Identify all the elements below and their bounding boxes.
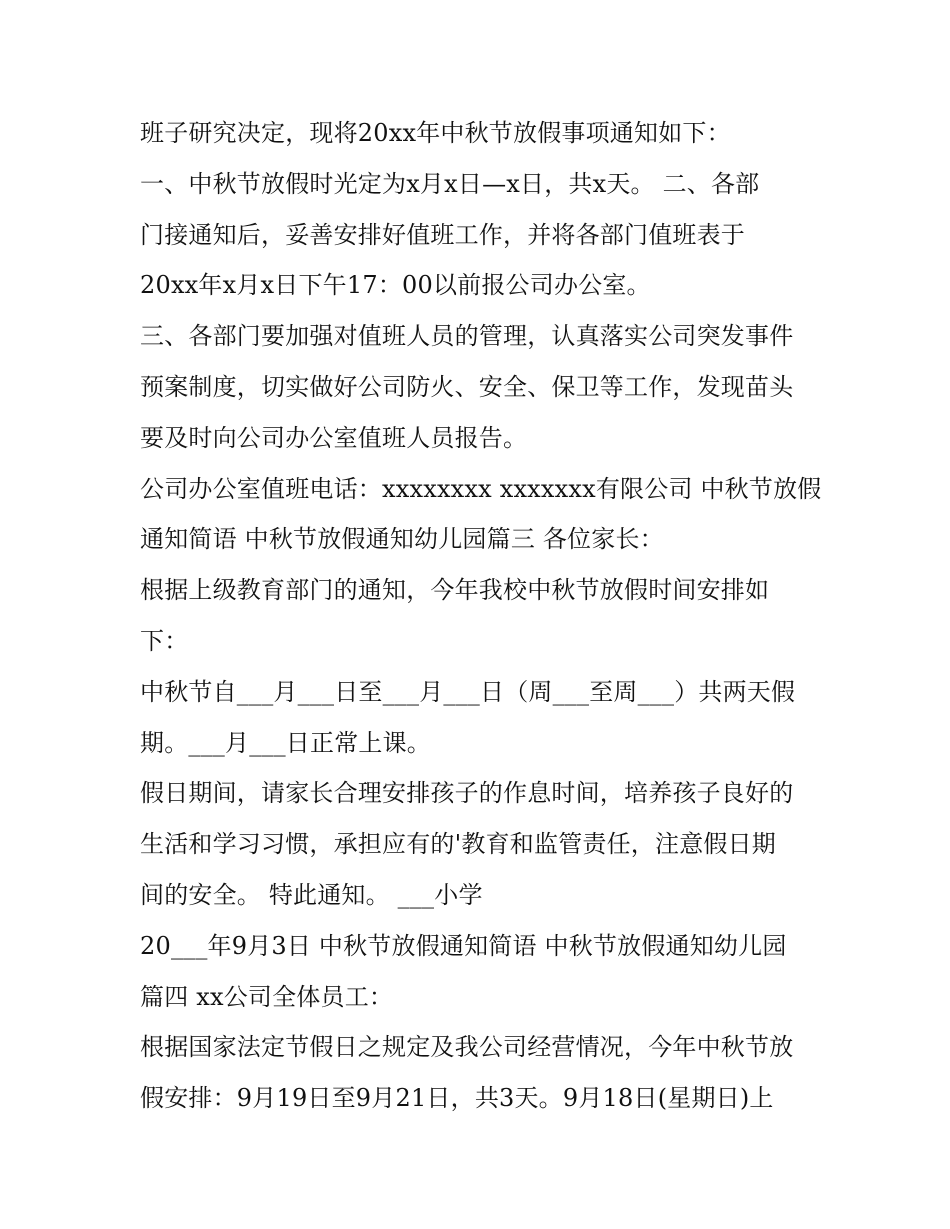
text-line: 门接通知后，妥善安排好值班工作，并将各部门值班表于 [140, 220, 745, 249]
text-line: 20___年9月3日 中秋节放假通知简语 中秋节放假通知幼儿园 [140, 931, 787, 960]
text-line: 一、中秋节放假时光定为x月x日—x日，共x天。 二、各部 [140, 169, 760, 198]
text-line: 期。___月___日正常上课。 [140, 728, 431, 757]
text-line: 生活和学习习惯，承担应有的'教育和监管责任，注意假日期 [140, 830, 776, 859]
text-line: 下： [140, 626, 189, 655]
text-line: 根据国家法定节假日之规定及我公司经营情况，今年中秋节放 [140, 1033, 794, 1062]
text-line: 假日期间，请家长合理安排孩子的作息时间，培养孩子良好的 [140, 779, 794, 808]
text-line: 预案制度，切实做好公司防火、安全、保卫等工作，发现苗头 [140, 372, 794, 401]
text-line: 公司办公室值班电话：xxxxxxxx xxxxxxx有限公司 中秋节放假 [140, 474, 822, 503]
text-line: 通知简语 中秋节放假通知幼儿园篇三 各位家长： [140, 525, 664, 554]
text-line: 中秋节自___月___日至___月___日（周___至周___）共两天假 [140, 677, 796, 706]
text-line: 20xx年x月x日下午17：00以前报公司办公室。 [140, 271, 651, 300]
document-body [140, 108, 820, 1124]
text-line: 要及时向公司办公室值班人员报告。 [140, 423, 528, 452]
text-line: 班子研究决定，现将20xx年中秋节放假事项通知如下： [140, 119, 731, 147]
text-line: 篇四 xx公司全体员工： [140, 982, 394, 1011]
text-line: 假安排：9月19日至9月21日，共3天。9月18日(星期日)上 [140, 1084, 774, 1113]
text-line: 间的安全。 特此通知。 ___小学 [140, 880, 483, 909]
text-line: 根据上级教育部门的通知，今年我校中秋节放假时间安排如 [140, 576, 770, 605]
text-line: 三、各部门要加强对值班人员的管理，认真落实公司突发事件 [140, 322, 794, 351]
